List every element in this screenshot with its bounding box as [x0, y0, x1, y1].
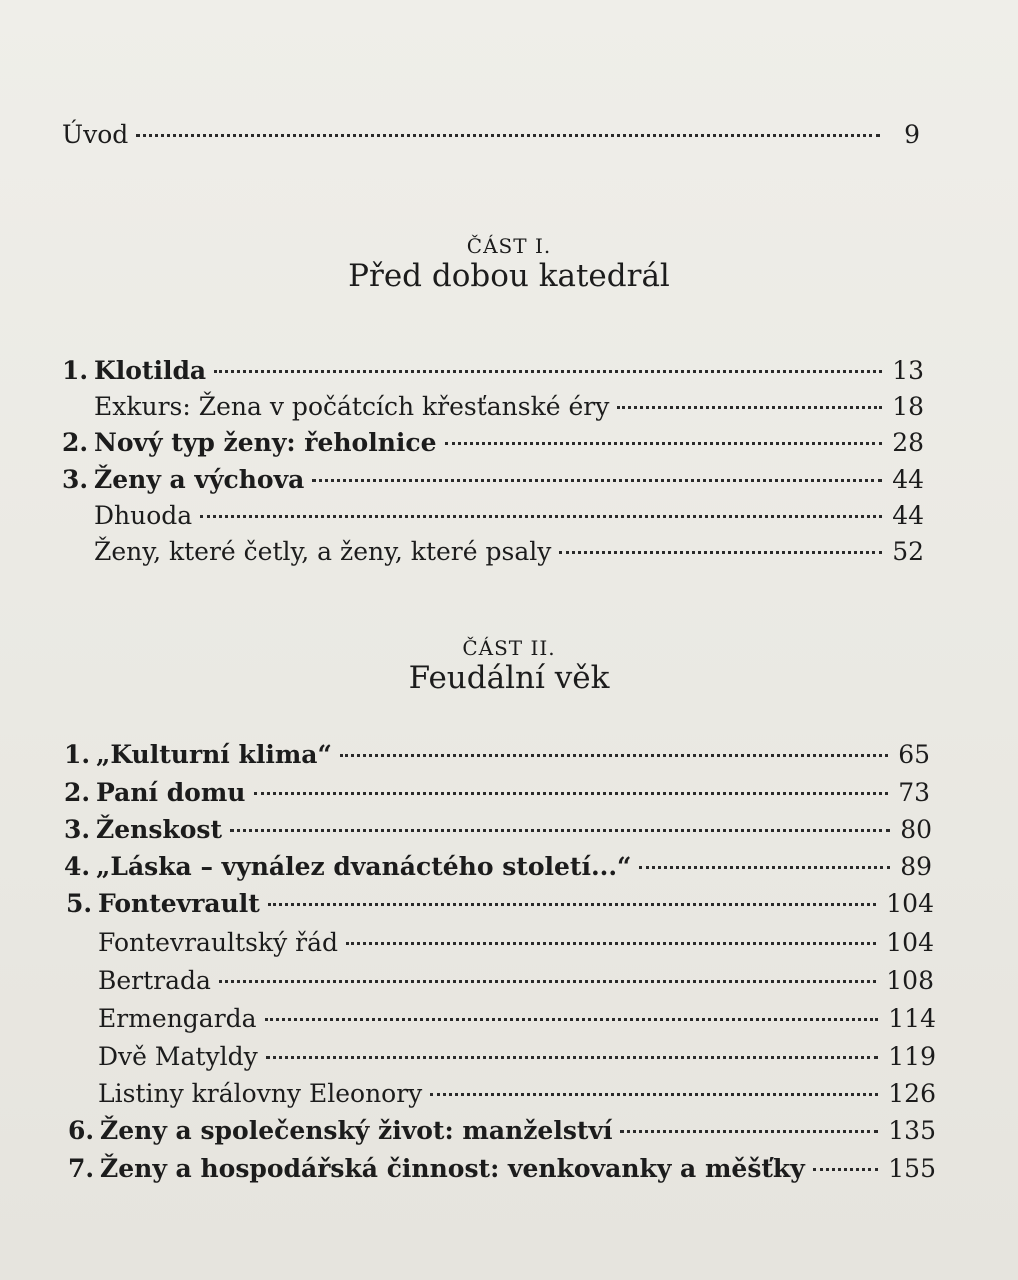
toc-entry-title: Nový typ ženy: řeholnice [94, 428, 437, 457]
toc-entry-number: 6. [68, 1116, 95, 1145]
toc-entry-page: 28 [892, 428, 924, 457]
toc-entry-number: 1. [62, 356, 89, 385]
toc-entry-page: 44 [892, 501, 924, 530]
toc-entry-page: 135 [888, 1116, 936, 1145]
toc-entry [98, 1002, 936, 1036]
toc-entry-title: Fontevrault [98, 889, 260, 918]
dot-leader [430, 1093, 878, 1096]
toc-entry [94, 499, 924, 533]
toc-entry [68, 1152, 936, 1186]
toc-entry [94, 535, 924, 569]
toc-entry [64, 776, 930, 810]
toc-entry [62, 354, 924, 388]
toc-entry [94, 390, 924, 424]
dot-leader [136, 134, 880, 137]
toc-entry-page: 73 [898, 778, 930, 807]
toc-entry-page: 18 [892, 392, 924, 421]
toc-entry-page: 9 [904, 120, 920, 149]
dot-leader [254, 792, 889, 795]
toc-entry-title: Bertrada [98, 966, 211, 995]
toc-entry [62, 463, 924, 497]
part-title: Feudální věk [408, 660, 610, 696]
dot-leader [266, 1056, 879, 1059]
dot-leader [346, 942, 876, 945]
toc-entry-number: 3. [62, 465, 89, 494]
toc-entry-title: Paní domu [96, 778, 246, 807]
dot-leader [230, 829, 890, 832]
dot-leader [620, 1130, 878, 1133]
toc-entry-title: „Kulturní klima“ [96, 740, 332, 769]
dot-leader [559, 551, 882, 554]
toc-entry-title: Klotilda [94, 356, 207, 385]
toc-entry-title: Ženskost [96, 815, 223, 844]
dot-leader [214, 370, 882, 373]
toc-entry-title: „Láska – vynález dvanáctého století...“ [96, 852, 632, 881]
toc-entry-page: 104 [886, 889, 934, 918]
toc-entry-page: 89 [900, 852, 932, 881]
toc-entry-page: 52 [892, 537, 924, 566]
toc-entry-page: 114 [888, 1004, 936, 1033]
toc-entry-page: 44 [892, 465, 924, 494]
toc-entry [64, 813, 932, 847]
toc-entry [98, 964, 934, 998]
toc-entry-page: 65 [898, 740, 930, 769]
toc-entry [64, 850, 932, 884]
toc-entry [98, 1040, 936, 1074]
toc-entry-page: 80 [900, 815, 932, 844]
dot-leader [265, 1018, 879, 1021]
dot-leader [617, 406, 882, 409]
toc-entry-number: 7. [68, 1154, 95, 1183]
dot-leader [340, 754, 888, 757]
toc-entry-page: 119 [888, 1042, 936, 1071]
toc-entry-title: Ženy a hospodářská činnost: venkovanky a měšťky [100, 1154, 805, 1183]
toc-entry-page: 104 [886, 928, 934, 957]
toc-entry-intro [62, 118, 920, 152]
dot-leader [639, 866, 890, 869]
part-label: ČÁST II. [462, 636, 556, 660]
toc-entry-title: Exkurs: Žena v počátcích křesťanské éry [94, 392, 610, 421]
toc-entry-title: Dvě Matyldy [98, 1042, 258, 1071]
toc-entry-number: 2. [62, 428, 89, 457]
toc-entry-page: 108 [886, 966, 934, 995]
toc-entry-number: 1. [64, 740, 91, 769]
part-label: ČÁST I. [466, 234, 552, 258]
toc-entry-title: Ermengarda [98, 1004, 257, 1033]
toc-entry-title: Ženy, které četly, a ženy, které psaly [94, 537, 552, 566]
toc-entry-page: 13 [892, 356, 924, 385]
toc-entry-number: 5. [66, 889, 93, 918]
toc-entry-title: Úvod [62, 120, 129, 149]
toc-entry [64, 738, 930, 772]
toc-entry [62, 426, 924, 460]
toc-entry-title: Fontevraultský řád [98, 928, 339, 957]
toc-entry-title: Listiny královny Eleonory [98, 1079, 423, 1108]
dot-leader [312, 479, 882, 482]
dot-leader [813, 1168, 878, 1171]
toc-entry-number: 2. [64, 778, 91, 807]
toc-entry [98, 926, 934, 960]
toc-entry-page: 155 [888, 1154, 936, 1183]
toc-entry-title: Ženy a společenský život: manželství [100, 1116, 613, 1145]
toc-entry-number: 4. [64, 852, 91, 881]
toc-entry [98, 1077, 936, 1111]
dot-leader [268, 903, 876, 906]
toc-entry [66, 887, 934, 921]
toc-entry-title: Dhuoda [94, 501, 193, 530]
part-title: Před dobou katedrál [348, 258, 670, 294]
dot-leader [219, 980, 876, 983]
dot-leader [200, 515, 882, 518]
toc-entry [68, 1114, 936, 1148]
toc-entry-title: Ženy a výchova [94, 465, 305, 494]
toc-entry-number: 3. [64, 815, 91, 844]
dot-leader [445, 442, 883, 445]
toc-entry-page: 126 [888, 1079, 936, 1108]
